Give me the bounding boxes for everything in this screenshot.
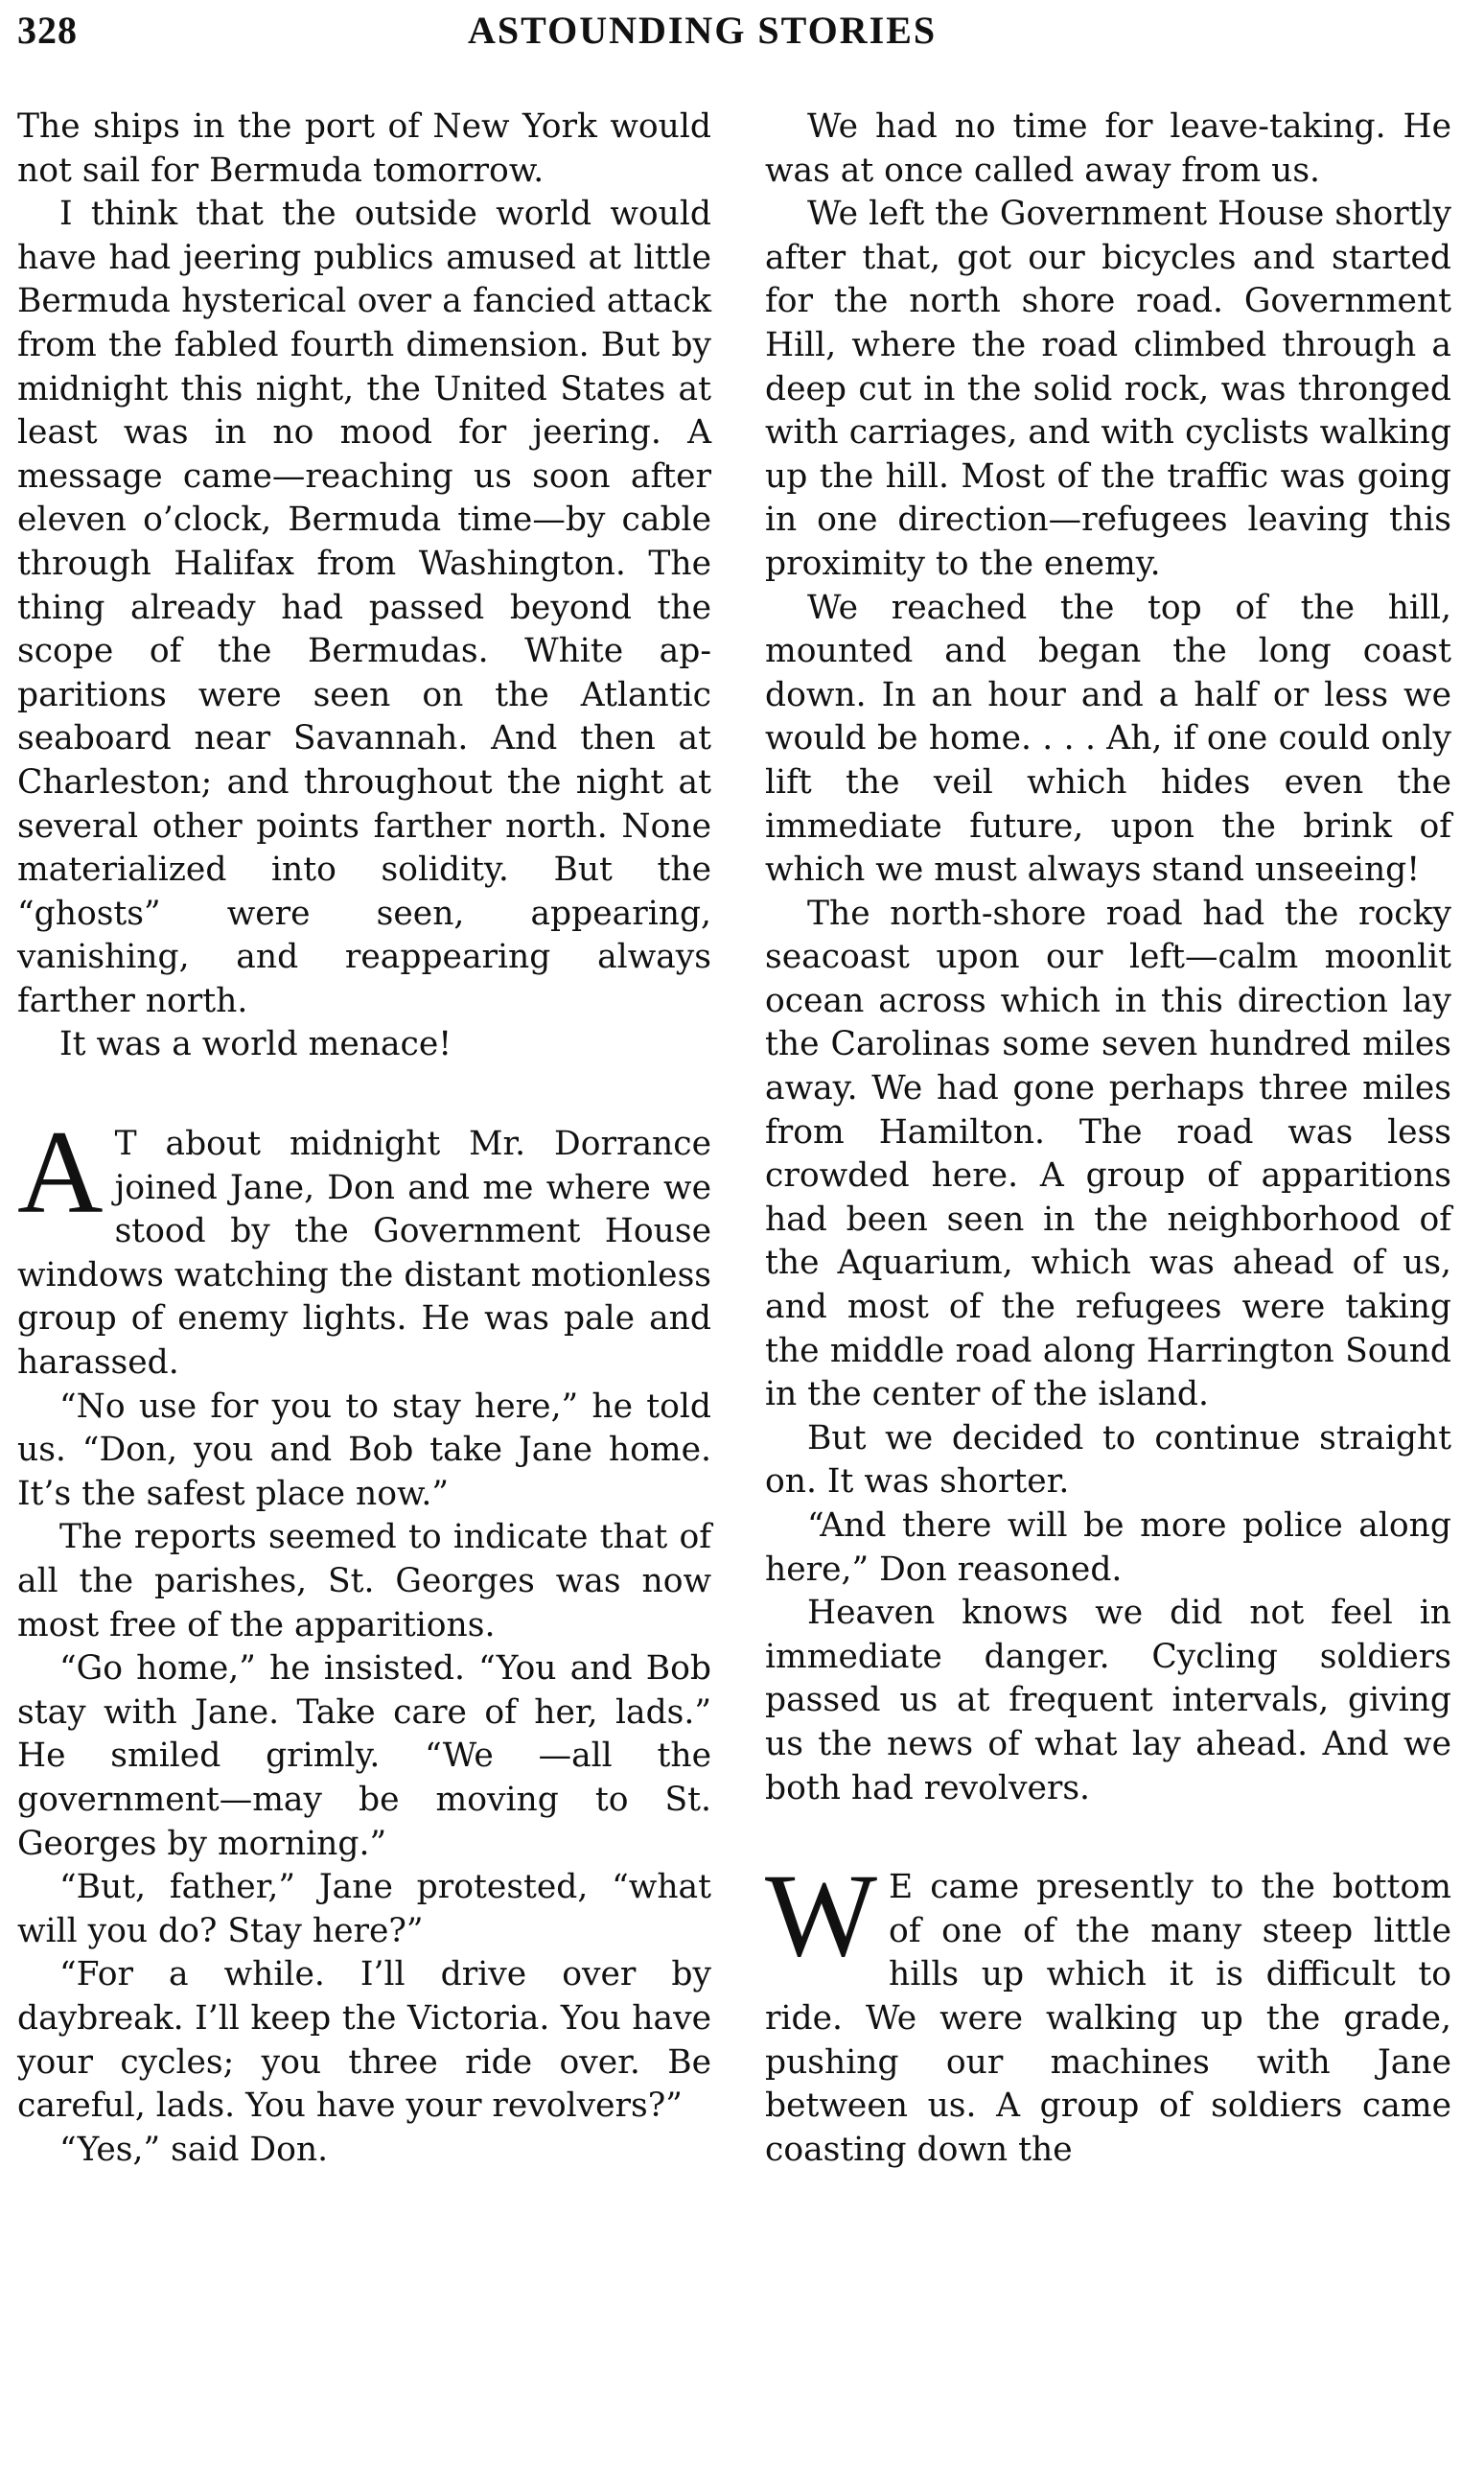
section-opening-text: T about midnight Mr. Dorrance joined Jane, Don and me where we stood by the Government House windows watching the distant motionless group of enemy lights. He was pale and harassed. (17, 1125, 711, 1383)
paragraph: We had no time for leave-taking. He was at once called away from us. (765, 107, 1451, 190)
section-opening-paragraph (765, 1850, 1451, 2172)
paragraph: I think that the outside world would have had jeering publics amused at little Bermuda hysterical over a fancied attack from the fabled fourth dimension. But by midnight this night, the United States at least was in no mood for jeering. A message came—reaching us soon after eleven o’clock, Bermuda time—by cable through Halifax from Washington. The thing already had passed beyond the scope of the Bermudas. White apparitions were seen on the Atlantic seaboard near Savannah. And then at Charleston; and throughout the night at several other points farther north. None materialized into solidity. But the “ghosts” were seen, appearing, vanishing, and reappearing always farther north. (17, 195, 711, 1020)
paragraph: “Yes,” said Don. (59, 2130, 329, 2169)
section-opening-text: E came presently to the bottom of one of the many steep little hills up which it is difficult to ride. We were walking up the grade, pushing our machines with Jane between us. A group of soldiers came coasting down the (765, 1868, 1451, 2169)
paragraph: The ships in the port of New York would not sail for Bermuda tomorrow. (17, 107, 711, 190)
section-opening-paragraph (17, 1107, 711, 1386)
drop-cap: W (765, 1850, 878, 1982)
paragraph: It was a world menace! (59, 1025, 452, 1064)
paragraph: “And there will be more police along here,” Don reasoned. (765, 1506, 1451, 1589)
paragraph: “Go home,” he insisted. “You and Bob stay with Jane. Take care of her, lads.” He smiled grimly. “We —all the government—may be moving to St. Georges by morning.” (17, 1649, 711, 1863)
left-column (17, 105, 711, 2172)
running-title: ASTOUNDING STORIES (468, 9, 938, 52)
paragraph: “No use for you to stay here,” he told us. “Don, you and Bob take Jane home. It’s the safest place now.” (17, 1387, 711, 1513)
paragraph: “But, father,” Jane protested, “what will you do? Stay here?” (17, 1868, 711, 1950)
drop-cap: A (17, 1107, 104, 1239)
paragraph: We left the Government House shortly after that, got our bicycles and started for the north shore road. Government Hill, where the road climbed through a deep cut in the solid rock, was thronged with carriages, and with cyclists walking up the hill. Most of the traffic was going in one direction—refugees leaving this proximity to the enemy. (765, 195, 1451, 583)
running-header (17, 8, 1455, 61)
paragraph: The reports seemed to indicate that of all the parishes, St. Georges was now most free of the apparitions. (17, 1518, 711, 1644)
paragraph: The north-shore road had the rocky seacoast upon our left—calm moonlit ocean across which in this direction lay the Carolinas some seven hundred miles away. We had gone perhaps three miles from Hamilton. The road was less crowded here. A group of apparitions had been seen in the neighborhood of the Aquarium, which was ahead of us, and most of the refugees were taking the middle road along Harrington Sound in the center of the island. (765, 894, 1451, 1414)
paragraph: We reached the top of the hill, mounted and began the long coast down. In an hour and a half or less we would be home. . . . Ah, if one could only lift the veil which hides even the immediate future, upon the brink of which we must always stand unseeing! (765, 588, 1451, 890)
page-number: 328 (17, 9, 78, 52)
right-column (765, 105, 1451, 2172)
paragraph: Heaven knows we did not feel in immediate danger. Cycling soldiers passed us at frequent intervals, giving us the news of what lay ahead. And we both had revolvers. (765, 1594, 1451, 1807)
paragraph: But we decided to continue straight on. It was shorter. (765, 1418, 1451, 1502)
paragraph: “For a while. I’ll drive over by daybreak. I’ll keep the Victoria. You have your cycles; you three ride over. Be careful, lads. You have your revolvers?” (17, 1955, 711, 2126)
